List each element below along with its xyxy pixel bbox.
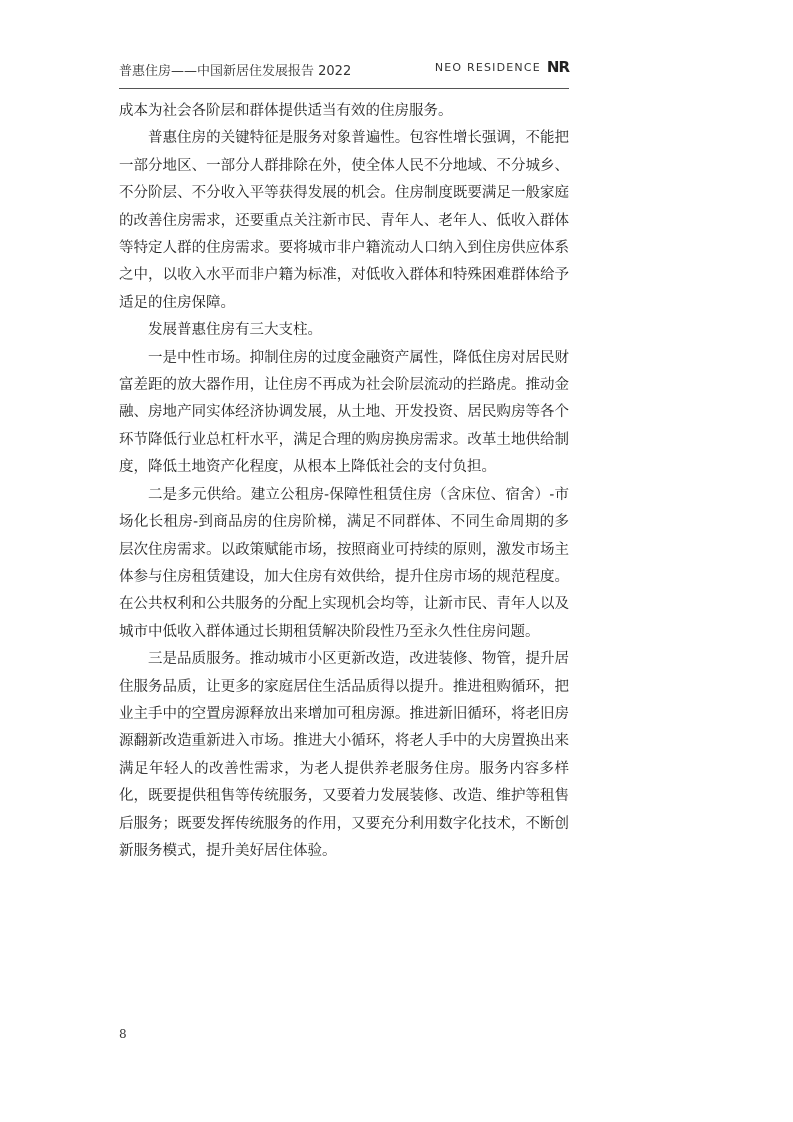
brand-text: NEO RESIDENCE — [434, 60, 541, 74]
paragraph-key-features: 普惠住房的关键特征是服务对象普遍性。包容性增长强调，不能把一部分地区、一部分人群排除在外，使全体人民不分地域、不分城乡、不分阶层、不分收入平等获得发展的机会。住房制度既要满足一般家庭的改善住房需求，还要重点关注新市民、青年人、老年人、低收入群体等特定人群的住房需求。要将城市非户籍流动人口纳入到住房供应体系之中，以收入水平而非户籍为标准，对低收入群体和特殊困难群体给予适足的住房保障。 — [119, 130, 569, 311]
page-header — [119, 56, 569, 90]
paragraph-diverse-supply: 二是多元供给。建立公租房-保障性租赁住房（含床位、宿舍）-市场化长租房-到商品房的住房阶梯，满足不同群体、不同生命周期的多层次住房需求。以政策赋能市场，按照商业可持续的原则，激发市场主体参与住房租赁建设，加大住房有效供给，提升住房市场的规范程度。在公共权利和公共服务的分配上实现机会均等，让新市民、青年人以及城市中低收入群体通过长期租赁解决阶段性乃至永久性住房问题。 — [119, 486, 569, 640]
paragraph-continuation: 成本为社会各阶层和群体提供适当有效的住房服务。 — [119, 103, 453, 119]
header-divider — [119, 88, 569, 89]
paragraph-neutral-market: 一是中性市场。抑制住房的过度金融资产属性，降低住房对居民财富差距的放大器作用，让住房不再成为社会阶层流动的拦路虎。推动金融、房地产同实体经济协调发展，从土地、开发投资、居民购房等各个环节降低行业总杠杆水平，满足合理的购房换房需求。改革土地供给制度，降低土地资产化程度，从根本上降低社会的支付负担。 — [119, 349, 569, 476]
header-title: 普惠住房——中国新居住发展报告 2022 — [119, 64, 352, 79]
paragraph-quality-service: 三是品质服务。推动城市小区更新改造，改进装修、物管，提升居住服务品质，让更多的家庭居住生活品质得以提升。推进租购循环，把业主手中的空置房源释放出来增加可租房源。推进新旧循环，将老旧房源翻新改造重新进入市场。推进大小循环，将老人手中的大房置换出来满足年轻人的改善性需求，为老人提供养老服务住房。服务内容多样化，既要提供租售等传统服务，又要着力发展装修、改造、维护等租售后服务；既要发挥传统服务的作用，又要充分利用数字化技术，不断创新服务模式，提升美好居住体验。 — [119, 651, 569, 859]
brand-mark-icon: NR — [546, 58, 569, 76]
body-text — [119, 98, 569, 865]
brand-logo — [435, 58, 569, 76]
paragraph-three-pillars: 发展普惠住房有三大支柱。 — [148, 322, 322, 339]
page-number: 8 — [119, 1027, 127, 1041]
